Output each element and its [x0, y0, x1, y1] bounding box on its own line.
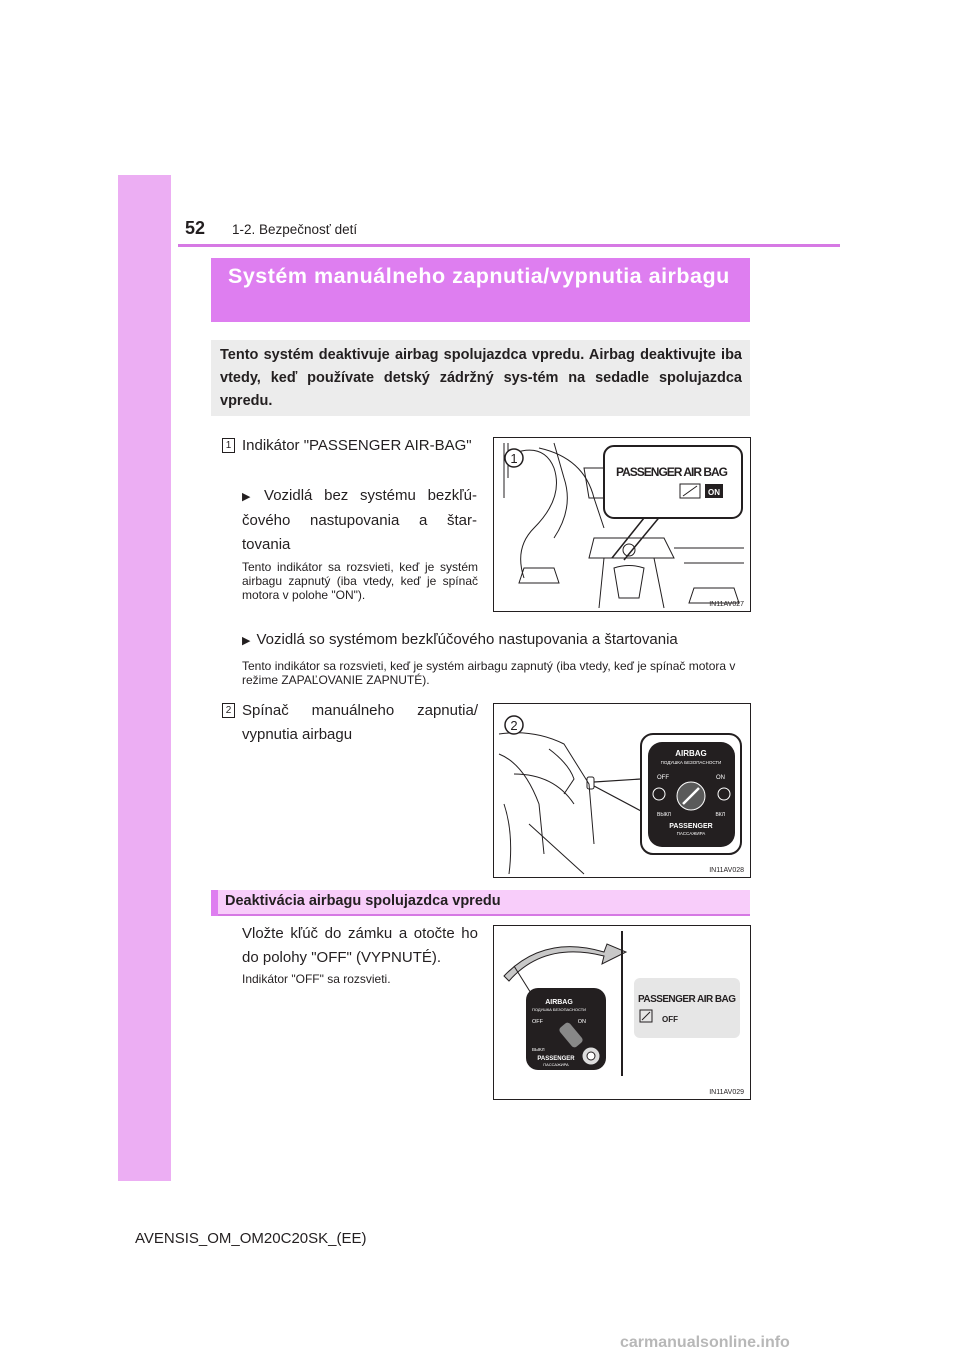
switch-airbag-label-ru: ПОДУШКА БЕЗОПАСНОСТИ: [660, 760, 722, 765]
switch-airbag-label-ru: ПОДУШКА БЕЗОПАСНОСТИ: [531, 1007, 587, 1012]
step-text: Vložte kľúč do zámku a otočte ho do polohy "OFF" (VYPNUTÉ).: [242, 925, 478, 966]
document-footer-code: AVENSIS_OM_OM20C20SK_(EE): [135, 1230, 367, 1247]
off-indicator-label: OFF: [662, 1015, 678, 1024]
item1-sub-b-note: Tento indikátor sa rozsvieti, keď je systém airbagu zapnutý (iba vtedy, keď je spínač motora v režime ZAPAĽOVANIE ZAPNUTÉ).: [242, 659, 736, 687]
switch-passenger-label-ru: ПАССАЖИРА: [676, 831, 706, 836]
figure-code: IN11AV028: [709, 867, 744, 874]
switch-passenger-label: PASSENGER: [537, 1056, 575, 1062]
on-label: ON: [708, 488, 720, 497]
switch-off-label-ru: ВЫКЛ: [657, 812, 671, 818]
switch-airbag-label: AIRBAG: [545, 999, 573, 1006]
switch-off-label: OFF: [532, 1019, 543, 1025]
item1-label: Indikátor "PASSENGER AIR-BAG": [242, 437, 472, 454]
switch-passenger-label-ru: ПАССАЖИРА: [543, 1062, 569, 1067]
page-title: Systém manuálneho zapnutia/vypnutia airbagu: [228, 264, 730, 288]
figure-code: IN11AV029: [709, 1089, 744, 1096]
figure-passenger-airbag-indicator: [493, 437, 751, 612]
rotate-arrow-icon: [504, 944, 626, 981]
subheading-accent-bar: [211, 890, 218, 916]
section-title: 1-2. Bezpečnosť detí: [232, 222, 358, 237]
indicator-label: PASSENGER AIR BAG: [638, 994, 736, 1005]
switch-off-label-ru: ВЫКЛ: [532, 1047, 545, 1052]
intro-text: Tento systém deaktivuje airbag spolujazdca vpredu. Airbag deaktivujte iba vtedy, keď používate detský zádržný sys-tém na sedadle spolujazdca vpredu.: [220, 347, 742, 409]
glovebox-illustration: [494, 704, 750, 877]
figure-code: IN11AV027: [709, 601, 744, 608]
triangle-bullet-icon: ▶: [242, 635, 251, 647]
switch-passenger-label: PASSENGER: [669, 823, 713, 830]
indicator-label: PASSENGER AIR BAG: [616, 465, 728, 479]
triangle-bullet-icon: ▶: [242, 491, 259, 503]
chapter-sidebar-tab: [118, 175, 171, 1181]
callout-number-2: 2: [510, 718, 518, 733]
item-number-badge: 2: [222, 703, 235, 718]
item1-sub-a-text: Vozidlá bez systému bezkľú-čového nastupovania a štar-tovania: [242, 487, 477, 553]
indicator-callout-box: [604, 446, 742, 518]
item2-label: Spínač manuálneho zapnutia/ vypnutia airbagu: [242, 702, 478, 743]
page-number: 52: [185, 218, 206, 238]
header-rule: [178, 244, 840, 247]
switch-airbag-label: AIRBAG: [675, 749, 707, 758]
switch-on-label: ON: [716, 775, 725, 781]
step-note: Indikátor "OFF" sa rozsvieti.: [242, 972, 391, 986]
item1-sub-a: [242, 484, 477, 557]
item1-sub-b: [242, 628, 752, 653]
dashboard-illustration: [494, 438, 750, 611]
item1-sub-b-text: Vozidlá so systémom bezkľúčového nastupovania a štartovania: [256, 631, 678, 648]
item1-sub-a-note: Tento indikátor sa rozsvieti, keď je systém airbagu zapnutý (iba vtedy, keď je spínač motora v polohe "ON").: [242, 560, 478, 602]
subheading: Deaktivácia airbagu spolujazdca vpredu: [225, 893, 501, 909]
switch-on-label-ru: ВКЛ: [715, 812, 725, 818]
watermark: carmanualsonline.info: [620, 1334, 790, 1351]
indicator-panel: [634, 978, 740, 1038]
switch-off-label: OFF: [657, 775, 669, 781]
figure-turn-key-off: [493, 925, 751, 1100]
item-number-badge: 1: [222, 438, 235, 453]
key-turn-illustration: [494, 926, 750, 1099]
callout-number-1: 1: [510, 451, 518, 466]
switch-on-label: ON: [577, 1019, 586, 1025]
figure-airbag-switch: [493, 703, 751, 878]
